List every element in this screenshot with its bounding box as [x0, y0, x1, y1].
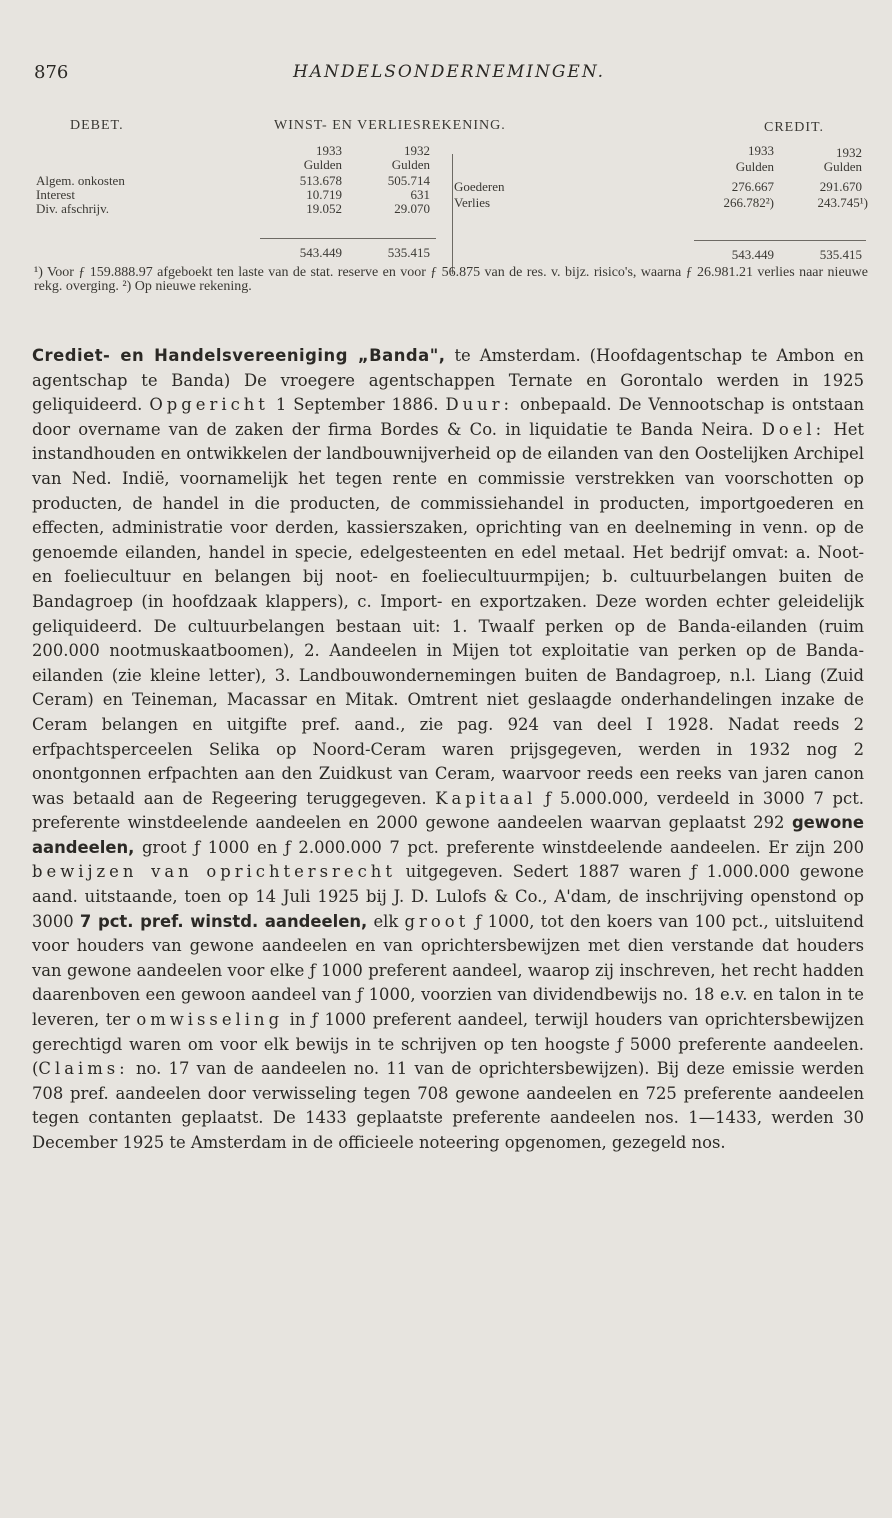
article-text: onbepaald. De Vennootschap is ontstaan door overname van de zaken der firma Bordes & Co. in liquidatie te Banda Neira.: [32, 395, 865, 439]
debit-label-row: Interest: [36, 187, 75, 202]
company-heading: Crediet- en Handelsvereeniging „Banda",: [32, 346, 446, 365]
debit-unit-1932: Gulden: [391, 157, 430, 172]
term-duur: Duur:: [445, 395, 514, 415]
article-text: in ƒ 1000 preferent aandeel, terwijl houders van oprichtersbewijzen gerechtigd waren om voor elk bewijs in te schrijven op ten hoogste ƒ 5000 preferente aandeelen. (: [32, 1010, 864, 1079]
debit-1932-cell: 505.714: [387, 173, 430, 188]
debit-1933-cell: 19.052: [306, 201, 342, 216]
debit-total-1932: 535.415: [387, 245, 430, 260]
table-footnote: [34, 266, 868, 294]
term-opgericht: Opgericht: [149, 395, 269, 415]
credit-total-1932: 535.415: [819, 247, 862, 262]
debit-1932-cell: 631: [410, 187, 430, 202]
term-doel: Doel:: [761, 419, 826, 439]
credit-unit-1932: Gulden: [823, 159, 862, 174]
article-text: uitgegeven. Sedert 1887 waren ƒ 1.000.000 gewone aand. uitstaande, toen op 14 Juli 1925 bij J. D. Lulofs & Co., A'dam, de inschrijving openstond op 3000: [32, 862, 864, 931]
article-text: ƒ 5.000.000, verdeeld in 3000 7 pct. preferente winstdeelende aandeelen en 2000 gewone aandeelen waarvan geplaatst 292: [32, 788, 864, 833]
footnote-text: ¹) Voor ƒ 159.888.97 afgeboekt ten laste van de stat. reserve en voor ƒ 56.875 van de res. v. bijz. risico's, waarna ƒ 26.981.21 verlies naar nieuwe rekg. overging. ²) Op nieuwe rekening.: [34, 265, 868, 294]
page-header: [34, 62, 864, 92]
credit-label-row: Verlies: [454, 195, 491, 210]
article-text: elk: [367, 911, 405, 931]
debit-total-1933: 543.449: [299, 245, 342, 260]
article-text: Het instandhouden en ontwikkelen der landbouwnijverheid op de eilanden van den Oostelijken Archipel van Ned. Indië, voornamelijk het tegen rente en commissie verstrekken van voorschotten op producten, de handel in die producten, de commissiehandel in producten, importgoederen en effecten, administratie voor derden, kassierszaken, oprichting van en deelneming in venn. op de genoemde eilanden, handel in specie, edelgesteenten en edel metaal. Het bedrijf omvat: a. Noot- en foeliecultuur en belangen bij noot- en foeliecultuurmpijen; b. cultuurbelangen buiten de Bandagroep (in hoofdzaak klappers), c. Import- en exportzaken. Deze worden echter geleidelijk geliquideerd. De cultuurbelangen bestaan uit: 1. Twaalf perken op de Banda-eilanden (ruim 200.000 nootmuskaatboomen), 2. Aandeelen in Mijen tot exploitatie van perken op de Banda-eilanden (zie kleine letter), 3. Landbouwondernemingen buiten de Bandagroep, n.l. Liang (Zuid Ceram) en Teineman, Macassar en Mitak. Omtrent niet geslaagde onderhandelingen inzake de Ceram belangen en uitgifte pref. aand., zie pag. 924 van deel I 1928. Nadat reeds 2 erfpachtsperceelen Selika op Noord-Ceram waren prijsgegeven, werden in 1932 nog 2 onontgonnen erfpachten aan den Zuidkust van Ceram, waarvoor reeds een reeks van jaren canon was betaald aan de Regeering teruggegeven.: [32, 419, 864, 808]
term-claims: Claims:: [38, 1059, 129, 1079]
debet-heading: DEBET.: [70, 118, 124, 133]
debit-label-row: Div. afschrijv.: [36, 201, 110, 216]
profit-loss-table: [34, 118, 868, 266]
term-gewone-aandeelen: gewone aandeelen,: [32, 813, 864, 857]
term-pref-aandeelen: 7 pct. pref. winstd. aandeelen,: [79, 911, 368, 931]
credit-1932-cell: 243.745¹): [817, 195, 868, 210]
page-number: 876: [34, 62, 69, 83]
term-kapitaal: Kapitaal: [435, 788, 537, 808]
term-groot: groot: [404, 911, 470, 931]
term-omwisseling: omwisseling: [136, 1010, 284, 1030]
credit-total-1933: 543.449: [731, 247, 774, 262]
table-divider: [452, 154, 453, 274]
debit-label-row: Algem. onkosten: [36, 173, 125, 188]
article-text: no. 17 van de aandeelen no. 11 van de oprichtersbewijzen). Bij deze emissie werden 708 pref. aandeelen door verwisseling tegen 708 gewone aandeelen en 725 preferente aandeelen tegen contanten geplaatst. De 1433 geplaatste preferente aandeelen nos. 1—1433, werden 30 December 1925 te Amsterdam in de officieele noteering opgenomen, gezegeld nos.: [32, 1059, 864, 1152]
debit-unit-1933: Gulden: [303, 157, 342, 172]
credit-sum-line: [694, 240, 866, 241]
term-bewijzen: bewijzen van oprichtersrecht: [32, 862, 396, 882]
credit-unit-1933: Gulden: [735, 159, 774, 174]
debit-1932-cell: 29.070: [394, 201, 430, 216]
credit-1932-cell: 291.670: [819, 179, 862, 194]
debit-sum-line: [260, 238, 436, 239]
debit-year-1933: 1933: [316, 143, 342, 158]
credit-year-1933: 1933: [748, 143, 774, 158]
debit-1933-cell: 10.719: [306, 187, 342, 202]
article-text: groot ƒ 1000 en ƒ 2.000.000 7 pct. preferente winstdeelende aandeelen. Er zijn 200: [134, 837, 864, 857]
credit-year-1932: 1932: [836, 145, 862, 160]
debit-1933-cell: 513.678: [299, 173, 342, 188]
credit-1933-cell: 276.667: [731, 179, 774, 194]
debit-year-1932: 1932: [404, 143, 430, 158]
table-title: WINST- EN VERLIESREKENING.: [274, 118, 506, 133]
credit-label-row: Goederen: [454, 179, 505, 194]
company-article: [32, 344, 864, 1156]
article-paragraph: [32, 344, 864, 1156]
credit-heading: CREDIT.: [764, 120, 825, 135]
running-title: HANDELSONDERNEMINGEN.: [292, 62, 606, 82]
article-text: 1 September 1886.: [268, 395, 446, 415]
credit-1933-cell: 266.782²): [723, 195, 774, 210]
article-text: ƒ 1000, tot den koers van 100 pct., uitsluitend voor houders van gewone aandeelen en van oprichtersbewijzen met dien verstande dat houders van gewone aandeelen voor elke ƒ 1000 preferent aandeel, waarop zij inschreven, het recht hadden daarenboven een gewoon aandeel van ƒ 1000, voorzien van dividendbewijs no. 18 e.v. en talon in te leveren, ter: [32, 911, 864, 1030]
article-text: te Amsterdam. (Hoofdagentschap te Ambon en agentschap te Banda) De vroegere agentschappen Ternate en Gorontalo werden in 1925 geliquideerd.: [32, 346, 864, 415]
